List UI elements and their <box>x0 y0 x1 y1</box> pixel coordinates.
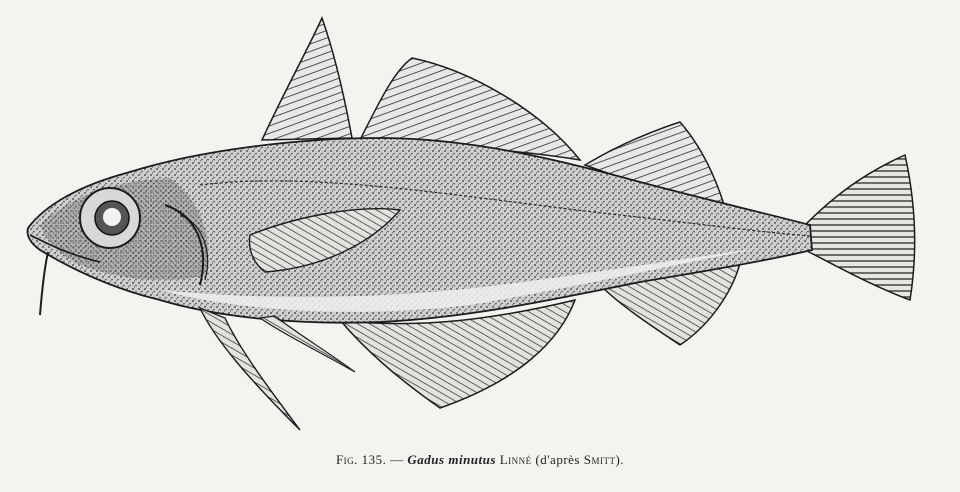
caption-source-author: Smitt <box>583 452 616 467</box>
caption-author: Linné <box>499 452 532 467</box>
caption-source-close: ). <box>615 452 625 467</box>
caption-fig-label: Fig. 135. <box>335 452 387 467</box>
first-dorsal-fin <box>262 18 352 140</box>
caudal-fin <box>805 155 915 300</box>
pelvic-fin-short <box>260 316 355 372</box>
caption-dash: — <box>386 452 408 467</box>
figure-caption <box>0 452 960 468</box>
chin-barbel <box>40 252 48 315</box>
caption-species: Gadus minutus <box>407 452 496 467</box>
eye-pupil <box>103 208 121 226</box>
caption-source-open: (d'après <box>531 452 584 467</box>
